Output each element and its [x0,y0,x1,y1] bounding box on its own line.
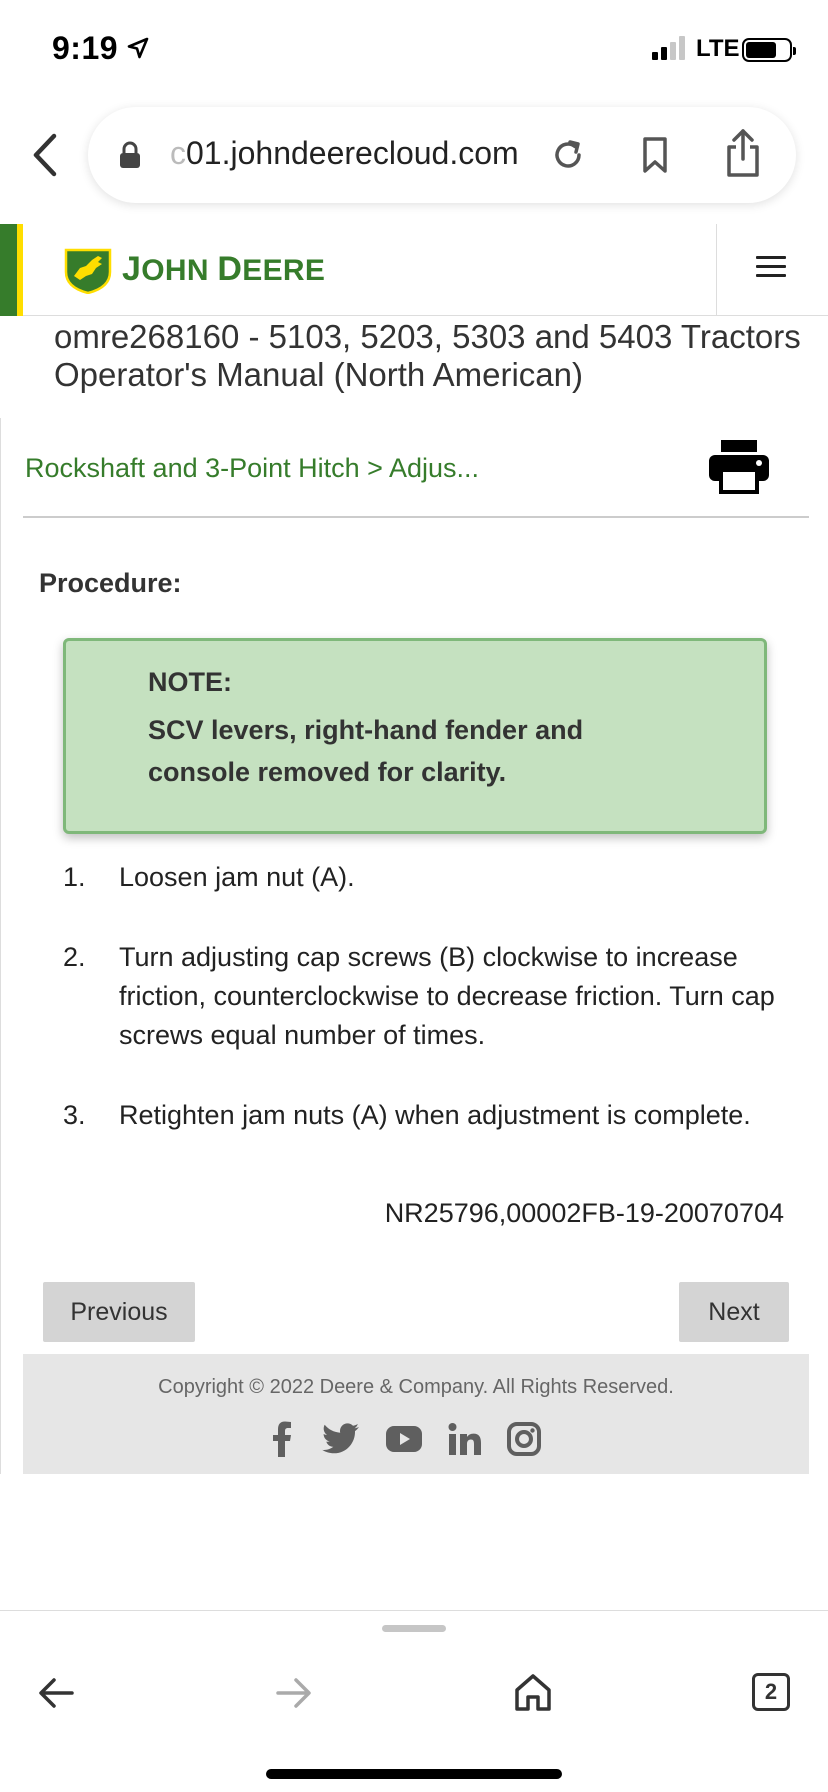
tabs-count-button[interactable]: 2 [752,1673,790,1711]
john-deere-wordmark[interactable] [122,250,325,289]
arrow-right-icon[interactable] [276,1677,312,1709]
header-divider [716,224,717,316]
cellular-signal-icon [652,36,685,60]
home-indicator[interactable] [266,1769,562,1779]
arrow-left-icon[interactable] [38,1677,74,1709]
step-number: 1. [63,862,86,892]
step-number: 3. [63,1100,86,1130]
linkedin-icon[interactable] [447,1422,483,1456]
status-time: 9:19 [52,30,119,66]
location-arrow-icon [126,36,150,60]
procedure-heading: Procedure: [39,568,182,598]
next-button[interactable]: Next [679,1282,789,1342]
url-text-domain: 01.johndeerecloud.com [186,135,519,171]
battery-icon [742,38,792,62]
step-text: Loosen jam nut (A). [119,862,355,892]
site-footer [23,1354,809,1474]
wordmark-eere: EERE [242,254,326,287]
procedure-step [63,1096,783,1135]
document-id: NR25796,00002FB-19-20070704 [384,1198,784,1228]
note-text: SCV levers, right-hand fender and console removed for clarity. [148,715,584,787]
procedure-step [63,858,783,897]
step-text: Turn adjusting cap screws (B) clockwise to increase friction, counterclockwise to decrease friction. Turn cap screws equal number of times. [119,942,775,1050]
step-text: Retighten jam nuts (A) when adjustment is complete. [119,1100,751,1130]
brand-stripe-green [0,224,17,316]
browser-back-chevron-icon[interactable] [26,130,66,180]
sheet-grabber[interactable] [382,1625,446,1632]
youtube-icon[interactable] [385,1425,423,1453]
home-icon[interactable] [514,1673,552,1711]
brand-stripe-yellow [17,224,23,316]
copyright-text: Copyright © 2022 Deere & Company. All Rights Reserved. [158,1376,674,1398]
breadcrumb[interactable]: Rockshaft and 3-Point Hitch > Adjus... [25,453,479,483]
manual-title: omre268160 - 5103, 5203, 5303 and 5403 Tractors Operator's Manual (North American) [54,318,801,393]
hamburger-menu-icon[interactable] [756,256,786,283]
manual-content [0,418,810,1474]
reload-icon[interactable] [548,135,588,175]
share-icon[interactable] [723,127,763,179]
note-label: NOTE: [148,667,232,697]
step-number: 2. [63,942,86,972]
wordmark-ohn: OHN [141,254,218,287]
instagram-icon[interactable] [507,1422,541,1456]
print-icon[interactable] [707,438,771,496]
browser-toolbar [0,1610,828,1792]
procedure-step [63,938,783,1055]
wordmark-j: J [122,250,142,288]
john-deere-deer-logo-icon[interactable] [62,246,114,294]
procedure-steps [63,858,783,1176]
previous-button[interactable]: Previous [43,1282,195,1342]
breadcrumb-row [23,418,809,518]
browser-address-bar [0,105,828,205]
network-type: LTE [696,35,740,62]
site-header [0,224,828,316]
url-text[interactable] [170,135,519,172]
bookmark-icon[interactable] [638,135,672,175]
wordmark-d: D [217,250,243,288]
social-links [267,1420,541,1458]
lock-icon [118,141,142,169]
status-bar [0,0,828,100]
url-text-faded: c [170,135,186,171]
twitter-icon[interactable] [321,1422,361,1456]
url-field[interactable] [88,107,796,203]
note-box [63,638,767,834]
facebook-icon[interactable] [267,1420,297,1458]
